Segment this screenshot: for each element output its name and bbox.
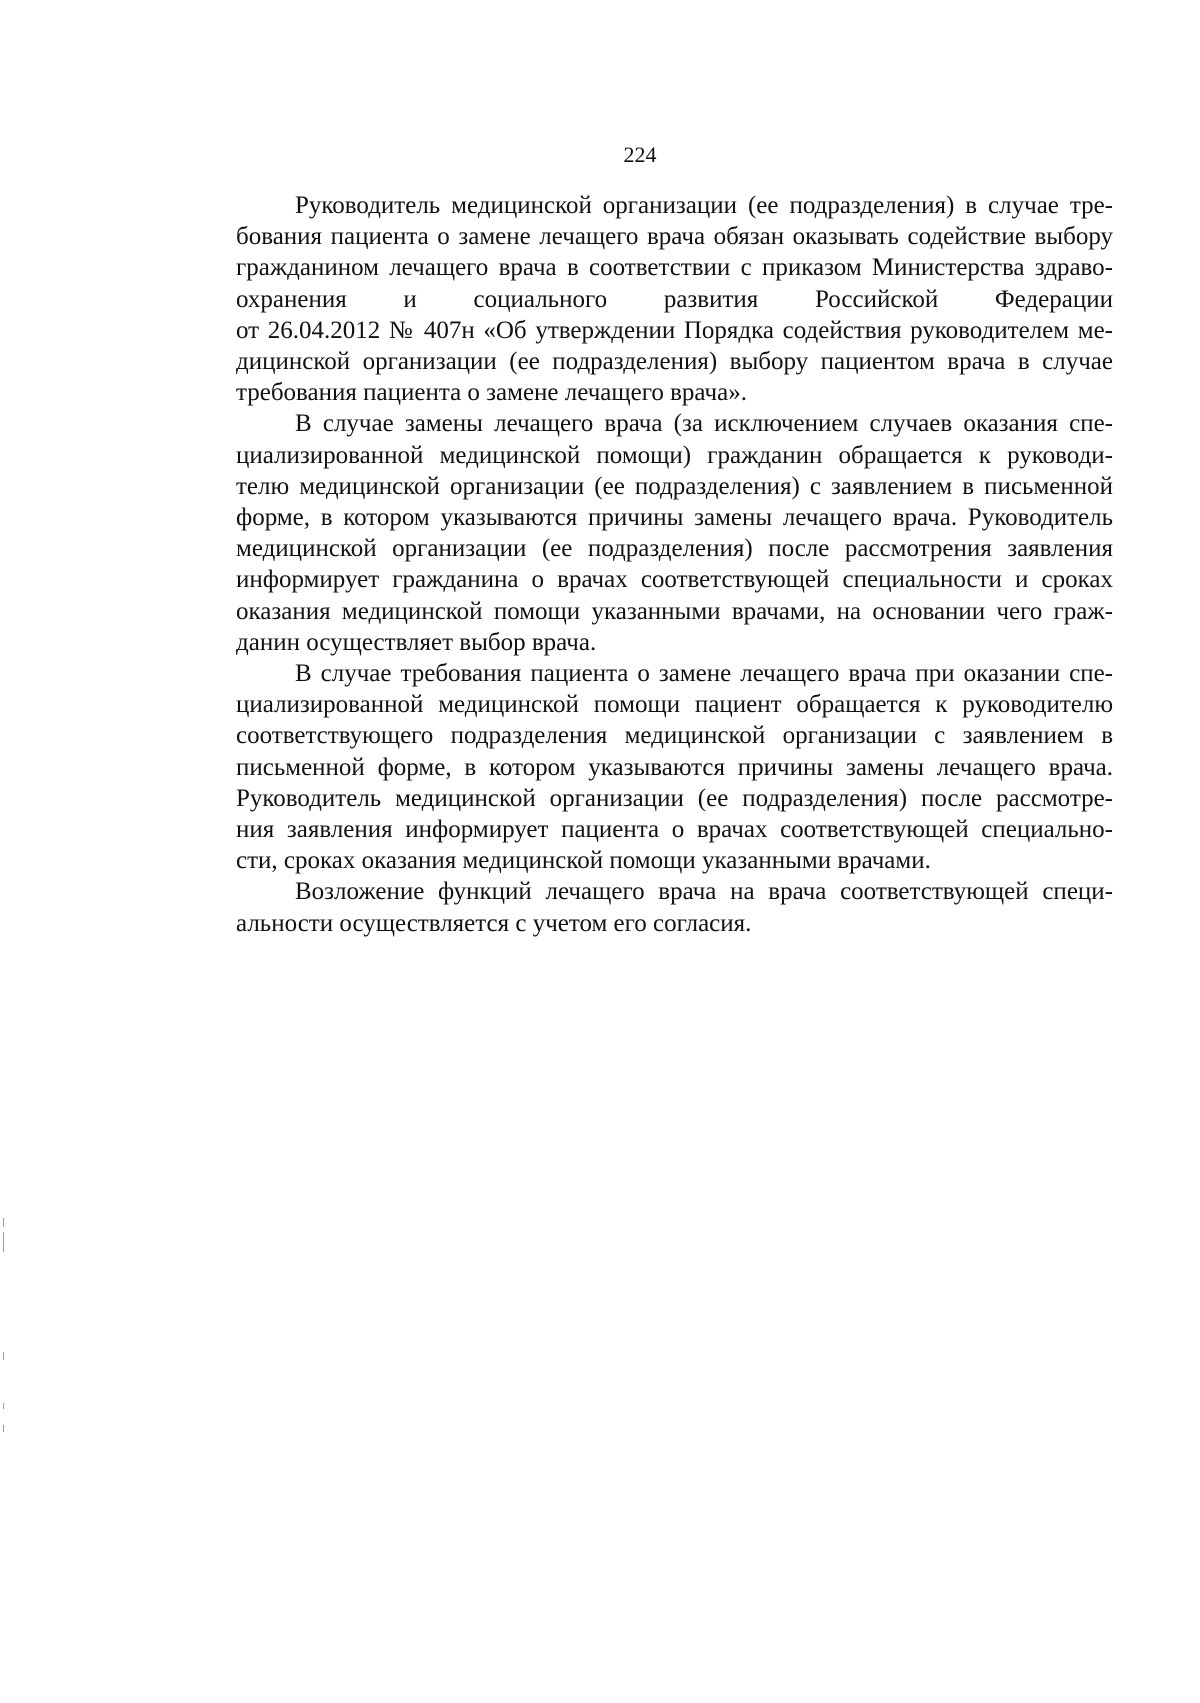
text-line: циализированной медицинской помощи) гражданин обращается к руководи- [236, 441, 1113, 469]
text-line: ния заявления информирует пациента о врачах соответствующей специально- [236, 816, 1113, 844]
text-line: форме, в котором указываются причины замены лечащего врача. Руководитель [236, 504, 1113, 532]
paragraph-1 [236, 190, 1113, 408]
text-line: циализированной медицинской помощи пациент обращается к руководителю [236, 691, 1113, 719]
scan-margin-mark [3, 1232, 4, 1252]
text-line: Возложение функций лечащего врача на врача соответствующей специ- [295, 878, 1113, 906]
text-line: сти, сроках оказания медицинской помощи указанными врачами. [236, 847, 931, 875]
text-line: соответствующего подразделения медицинской организации с заявлением в [236, 722, 1113, 750]
scan-margin-mark [3, 1218, 4, 1227]
text-line: Руководитель медицинской организации (ее подразделения) в случае тре- [295, 192, 1113, 219]
text-line: гражданином лечащего врача в соответствии с приказом Министерства здраво- [236, 254, 1113, 282]
text-line: дицинской организации (ее подразделения) выбору пациентом врача в случае [236, 348, 1113, 376]
text-line: В случае замены лечащего врача (за исключением случаев оказания спе- [295, 410, 1113, 438]
text-line: информирует гражданина о врачах соответствующей специальности и сроках [236, 566, 1113, 594]
paragraph-3 [236, 658, 1113, 876]
document-body [236, 190, 1113, 939]
text-line: охранения и социального развития Российской Федерации [236, 285, 1113, 313]
paragraph-2 [236, 408, 1113, 658]
text-line: Руководитель медицинской организации (ее подразделения) после рассмотре- [236, 784, 1113, 812]
page-number: 224 [623, 142, 657, 167]
text-line: письменной форме, в котором указываются причины замены лечащего врача. [236, 753, 1113, 781]
scan-margin-mark [3, 1403, 4, 1409]
text-line: медицинской организации (ее подразделения) после рассмотрения заявления [236, 535, 1113, 563]
text-line: альности осуществляется с учетом его согласия. [236, 909, 752, 937]
text-line: бования пациента о замене лечащего врача обязан оказывать содействие выбору [236, 223, 1113, 251]
paragraph-4 [236, 876, 1113, 938]
text-line: от 26.04.2012 № 407н «Об утверждении Порядка содействия руководителем ме- [236, 316, 1113, 344]
scan-margin-mark [3, 1425, 4, 1432]
text-line: требования пациента о замене лечащего врача». [236, 379, 747, 407]
text-line: телю медицинской организации (ее подразделения) с заявлением в письменной [236, 472, 1113, 500]
text-line: данин осуществляет выбор врача. [236, 628, 597, 656]
text-line: В случае требования пациента о замене лечащего врача при оказании спе- [295, 660, 1113, 688]
text-line: оказания медицинской помощи указанными врачами, на основании чего граж- [236, 597, 1113, 625]
scan-margin-mark [3, 1352, 4, 1360]
